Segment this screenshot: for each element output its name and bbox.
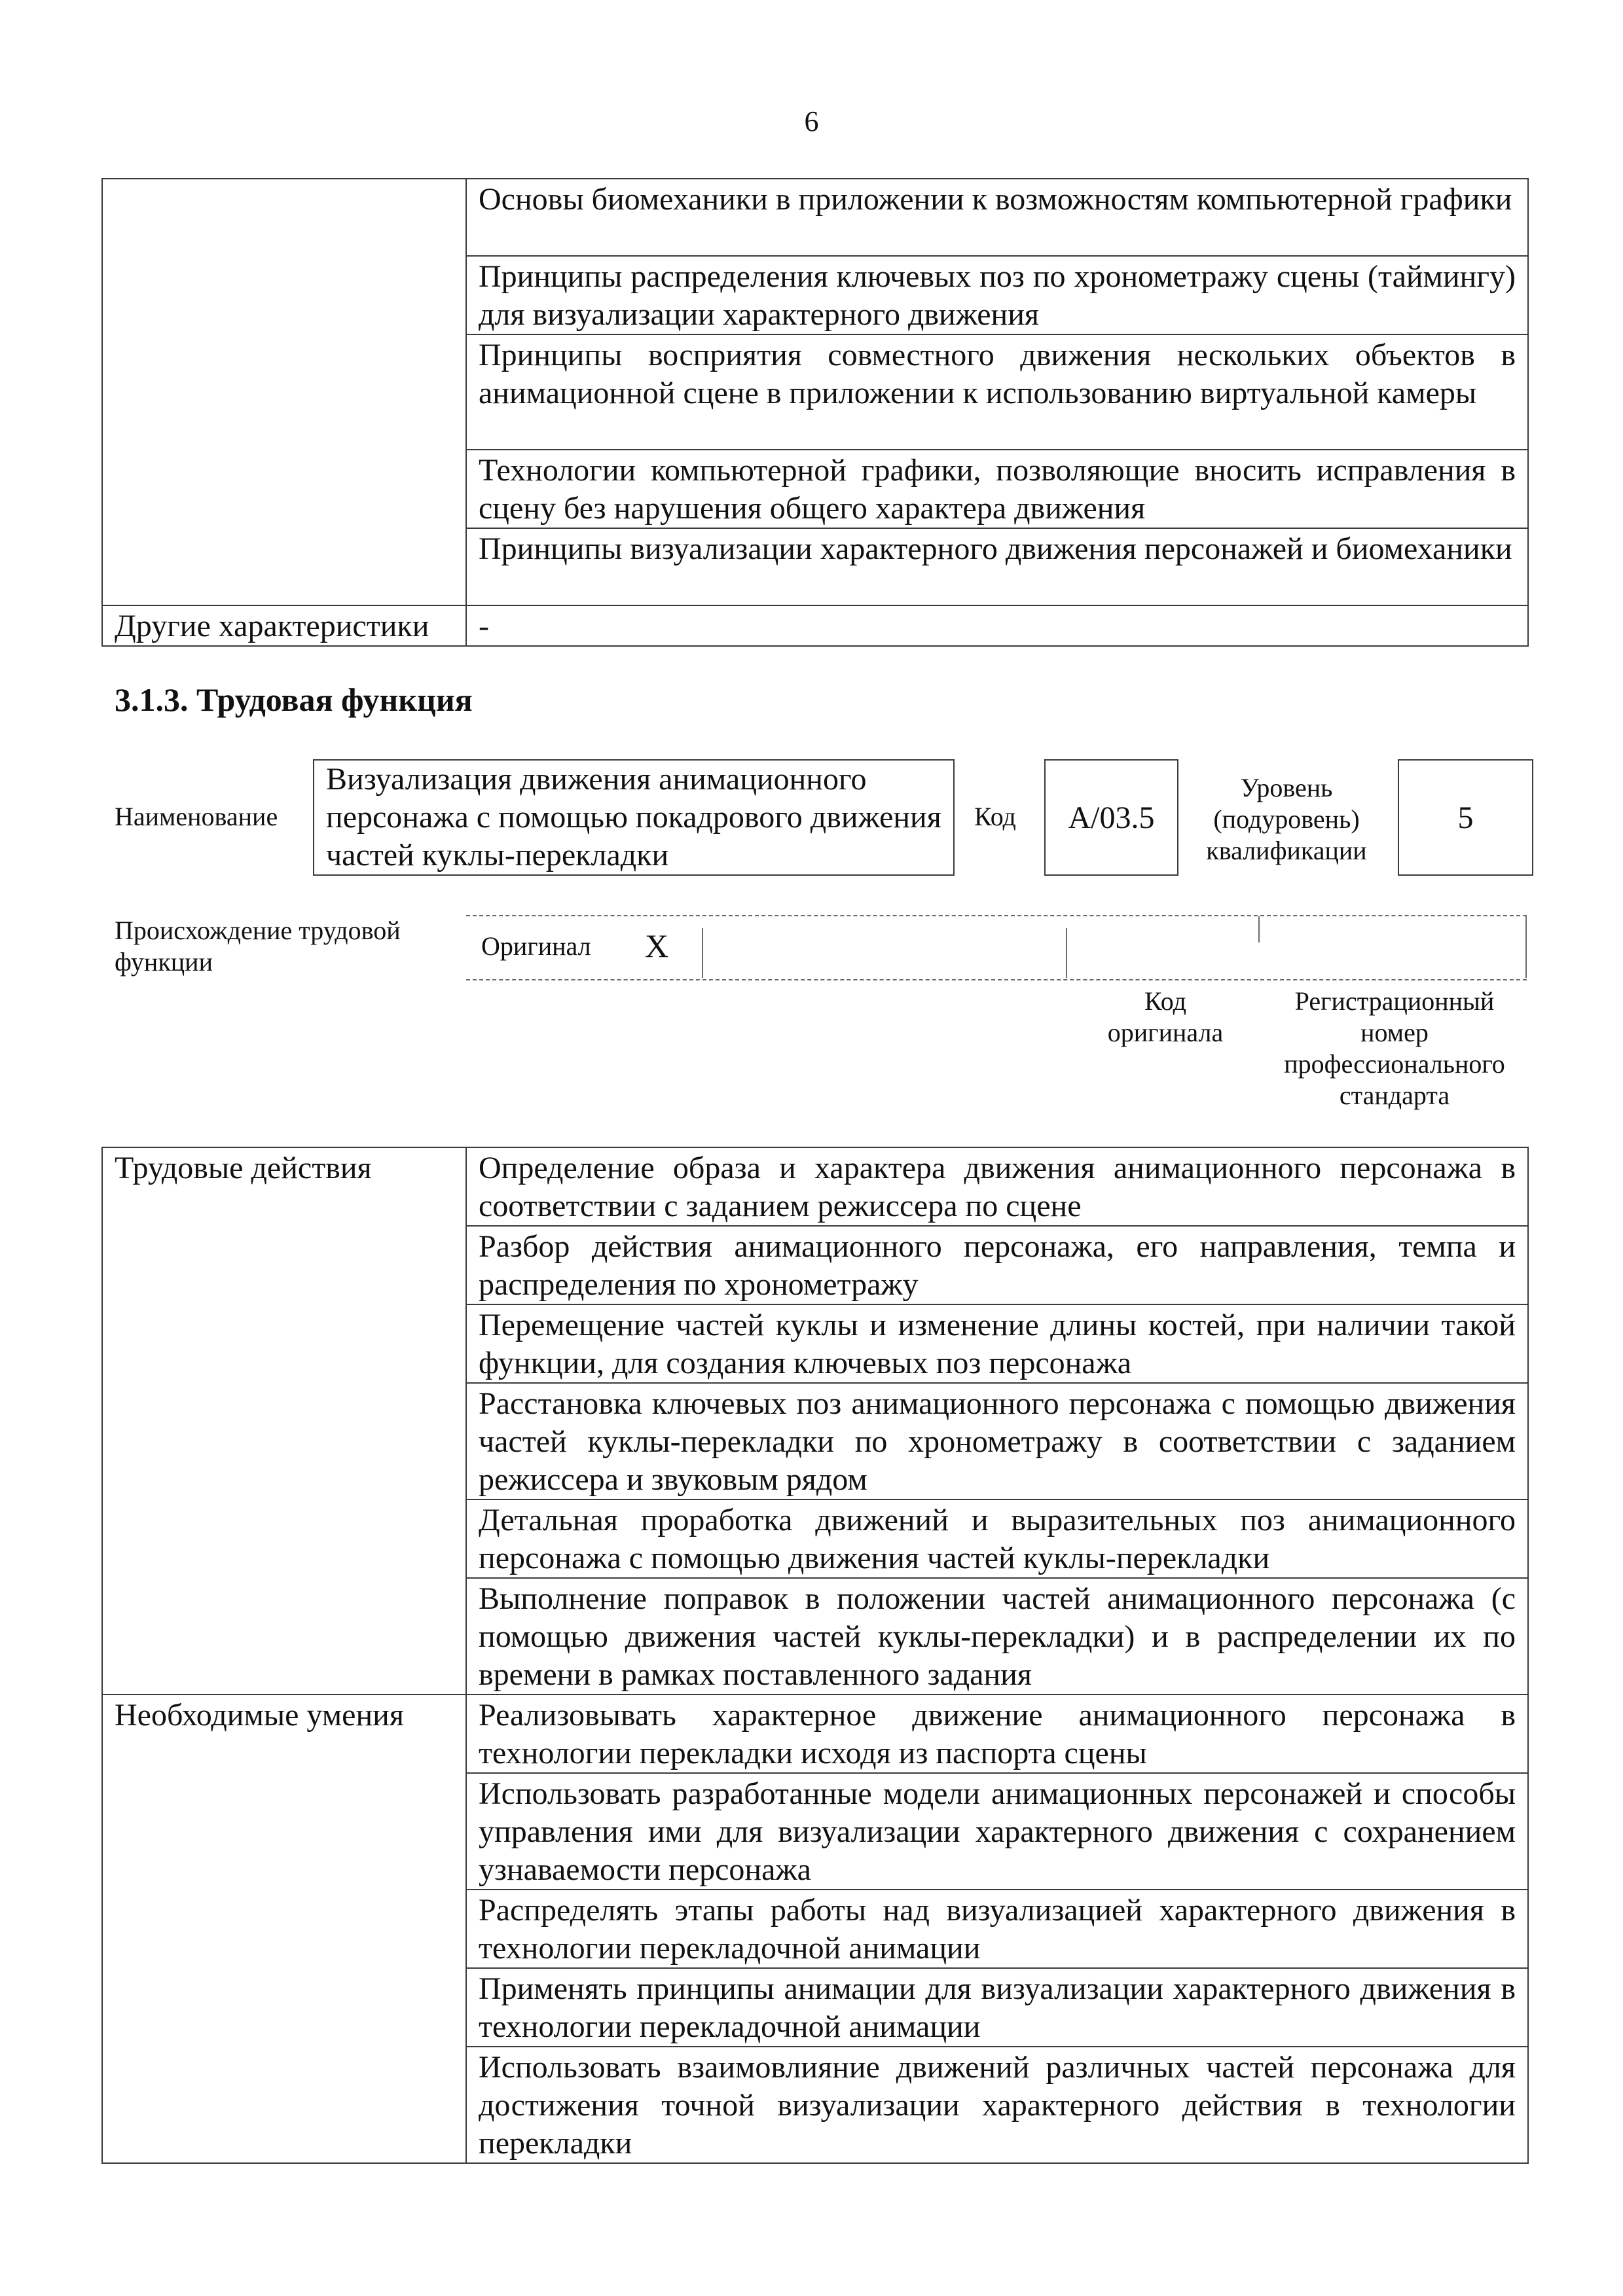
origin-divider bbox=[702, 928, 703, 978]
original-label: Оригинал bbox=[481, 931, 591, 961]
labor-action-row: Расстановка ключевых поз анимационного персонажа с помощью движения частей куклы-перекладки по хронометражу в соответствии с заданием режиссера и звуковым рядом bbox=[466, 1383, 1528, 1499]
function-name-value: Визуализация движения анимационного персонажа с помощью покадрового движения частей куклы-перекладки bbox=[326, 762, 941, 872]
skill-row: Использовать разработанные модели анимационных персонажей и способы управления ими для визуализации характерного движения с сохранением узнаваемости персонажа bbox=[466, 1773, 1528, 1890]
knowledge-row: Принципы распределения ключевых поз по хронометражу сцены (таймингу) для визуализации характерного движения bbox=[466, 256, 1528, 334]
labor-action-row: Детальная проработка движений и выразительных поз анимационного персонажа с помощью движения частей куклы-перекладки bbox=[466, 1499, 1528, 1578]
skill-row: Реализовывать характерное движение анимационного персонажа в технологии перекладки исходя из паспорта сцены bbox=[466, 1695, 1528, 1773]
knowledge-table bbox=[101, 178, 1529, 647]
other-characteristics-value: - bbox=[466, 605, 1528, 646]
origin-divider bbox=[1258, 916, 1260, 942]
level-value: 5 bbox=[1457, 800, 1474, 835]
reg-number-label: Регистрационный номер профессионального стандарта bbox=[1284, 986, 1505, 1110]
actions-table bbox=[101, 1147, 1529, 2164]
labor-action-row: Перемещение частей куклы и изменение длины костей, при наличии такой функции, для создания ключевых поз персонажа bbox=[466, 1304, 1528, 1383]
labor-actions-label: Трудовые действия bbox=[102, 1147, 466, 1695]
origin-label: Происхождение трудовой функции bbox=[115, 916, 401, 977]
skill-row: Применять принципы анимации для визуализации характерного движения в технологии перекладочной анимации bbox=[466, 1968, 1528, 2047]
origin-divider bbox=[1066, 928, 1067, 978]
labor-action-row: Выполнение поправок в положении частей анимационного персонажа (с помощью движения частей куклы-перекладки) и в распределении их по времени в рамках поставленного задания bbox=[466, 1578, 1528, 1695]
knowledge-row: Основы биомеханики в приложении к возможностям компьютерной графики bbox=[466, 179, 1528, 256]
code-box bbox=[1044, 759, 1178, 876]
level-label: Уровень (подуровень) квалификации bbox=[1206, 773, 1367, 865]
labor-action-row: Определение образа и характера движения анимационного персонажа в соответствии с заданием режиссера по сцене bbox=[466, 1147, 1528, 1226]
labor-action-row: Разбор действия анимационного персонажа, его направления, темпа и распределения по хронометражу bbox=[466, 1226, 1528, 1304]
knowledge-row: Принципы восприятия совместного движения нескольких объектов в анимационной сцене в приложении к использованию виртуальной камеры bbox=[466, 334, 1528, 450]
skill-row: Использовать взаимовлияние движений различных частей персонажа для достижения точной визуализации характерного действия в технологии перекладки bbox=[466, 2047, 1528, 2163]
function-name-box bbox=[313, 759, 955, 876]
origin-row-top-border bbox=[466, 915, 1527, 916]
origin-divider bbox=[1525, 916, 1527, 978]
other-characteristics-label: Другие характеристики bbox=[102, 605, 466, 646]
knowledge-row: Технологии компьютерной графики, позволяющие вносить исправления в сцену без нарушения общего характера движения bbox=[466, 450, 1528, 528]
original-mark: X bbox=[645, 927, 669, 964]
level-box bbox=[1398, 759, 1533, 876]
page-number: 6 bbox=[804, 105, 819, 137]
code-original-label: Код оригинала bbox=[1107, 986, 1224, 1047]
code-label: Код bbox=[974, 802, 1016, 831]
name-label: Наименование bbox=[115, 802, 278, 831]
code-value: А/03.5 bbox=[1068, 800, 1155, 835]
skills-label: Необходимые умения bbox=[102, 1695, 466, 2163]
skill-row: Распределять этапы работы над визуализацией характерного движения в технологии перекладочной анимации bbox=[466, 1890, 1528, 1968]
origin-row-bottom-border bbox=[466, 979, 1527, 980]
knowledge-label-cell bbox=[102, 179, 466, 605]
knowledge-row: Принципы визуализации характерного движения персонажей и биомеханики bbox=[466, 528, 1528, 605]
section-title: 3.1.3. Трудовая функция bbox=[115, 681, 473, 718]
